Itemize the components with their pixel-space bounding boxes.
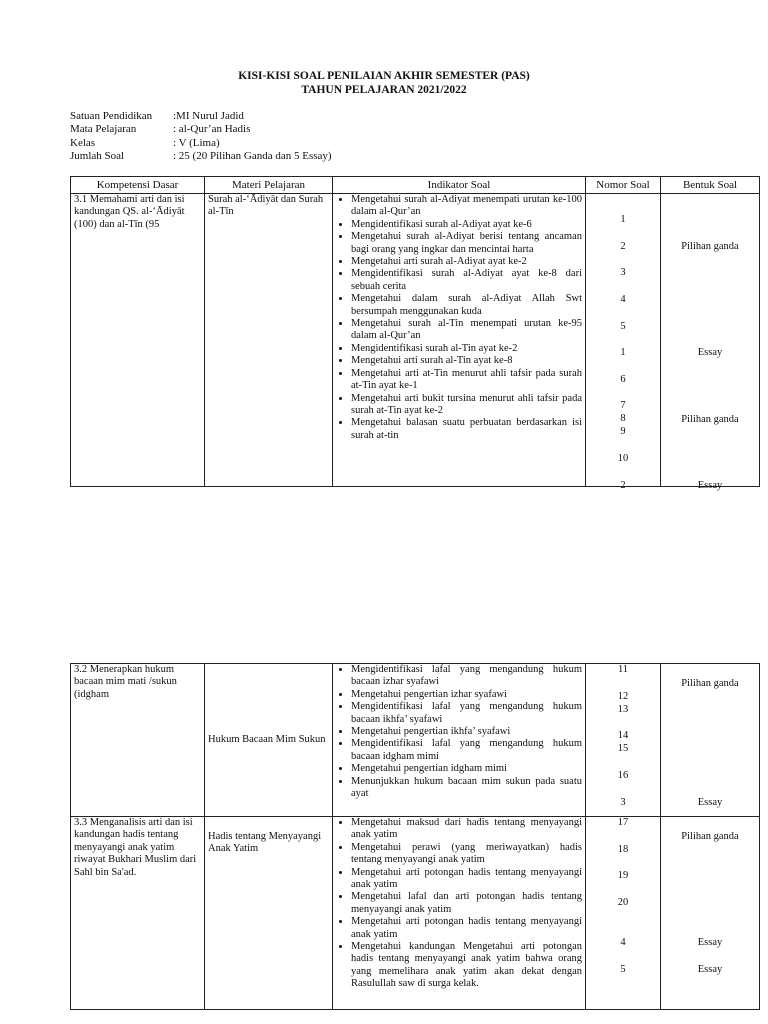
list-item: • Mengetahui arti potongan hadis tentang menyayangi anak yatim <box>351 916 582 941</box>
list-item: • Mengidentifikasi lafal yang mengandung hukum bacaan izhar syafawi <box>351 664 582 689</box>
materi-cell <box>205 817 333 1010</box>
list-item: • Mengidentifikasi surah al-Adiyat ayat ke-8 dari sebuah cerita <box>351 268 582 293</box>
meta-label: Jumlah Soal <box>70 149 125 162</box>
nomor-soal: 4 <box>620 294 626 305</box>
meta-row-jumlah <box>70 150 332 163</box>
bentuk-soal: Pilihan ganda <box>681 831 739 842</box>
nomor-soal: 15 <box>617 743 629 754</box>
indikator-cell <box>333 194 586 487</box>
bentuk-soal: Essay <box>697 347 723 358</box>
header-materi-pelajaran: Materi Pelajaran <box>205 177 333 194</box>
nomor-soal: 5 <box>620 964 626 975</box>
list-item: • Mengetahui arti surah al-Tin ayat ke-8 <box>351 355 582 367</box>
document-title: KISI-KISI SOAL PENILAIAN AKHIR SEMESTER (PAS) <box>238 70 530 82</box>
header-kompetensi-dasar: Kompetensi Dasar <box>71 177 205 194</box>
list-item: • Mengetahui surah al-Adiyat berisi tentang ancaman bagi orang yang ingkar dan mencintai harta <box>351 231 582 256</box>
meta-value: : al-Qur’an Hadis <box>173 123 251 136</box>
nomor-soal: 1 <box>620 214 626 225</box>
list-item: • Mengetahui maksud dari hadis tentang menyayangi anak yatim <box>351 817 582 842</box>
list-item: • Mengetahui pengertian idgham mimi <box>351 763 582 775</box>
table-row <box>71 664 760 817</box>
kd-cell: 3.3 Menganalisis arti dan isi kandungan hadis tentang menyayangi anak yatim riwayat Bukhari Muslim dari Sahl bin Sa'ad. <box>71 817 205 1010</box>
indikator-cell <box>333 664 586 817</box>
nomor-soal: 3 <box>620 267 626 278</box>
list-item: • Mengetahui kandungan Mengetahui arti potongan hadis tentang menyayangi anak yatim bahwa orang yang memelihara anak yatim akan dekat dengan Rasulullah saw di surga kelak. <box>351 941 582 991</box>
meta-row-satuan <box>70 110 332 123</box>
bentuk-soal: Essay <box>697 480 723 491</box>
list-item: • Mengidentifikasi surah al-Adiyat ayat ke-6 <box>351 219 582 231</box>
list-item: • Mengetahui perawi (yang meriwayatkan) hadis tentang menyayangi anak yatim <box>351 842 582 867</box>
meta-value: : 25 (20 Pilihan Ganda dan 5 Essay) <box>173 149 332 162</box>
kd-cell: 3.2 Menerapkan hukum bacaan mim mati /sukun (idgham <box>71 664 205 817</box>
bentuk-soal: Pilihan ganda <box>681 414 739 425</box>
bentuk-soal: Essay <box>697 937 723 948</box>
meta-label: Satuan Pendidikan <box>70 110 153 122</box>
nomor-soal: 19 <box>617 870 629 881</box>
nomor-soal: 1 <box>620 347 626 358</box>
nomor-cell <box>586 817 661 1010</box>
list-item: • Mengidentifikasi lafal yang mengandung hukum bacaan idgham mimi <box>351 738 582 763</box>
nomor-soal: 13 <box>617 704 629 715</box>
nomor-cell <box>586 664 661 817</box>
materi-cell: Surah al-‘Ādiyāt dan Surah al-Tīn <box>205 194 333 487</box>
header-nomor-soal: Nomor Soal <box>586 177 661 194</box>
list-item: • Mengidentifikasi surah al-Tin ayat ke-2 <box>351 343 582 355</box>
table-row <box>71 817 760 1010</box>
nomor-soal: 4 <box>620 937 626 948</box>
nomor-soal: 5 <box>620 321 626 332</box>
indikator-cell <box>333 817 586 1010</box>
nomor-soal: 10 <box>617 453 629 464</box>
nomor-soal: 12 <box>617 691 629 702</box>
bentuk-cell <box>661 817 760 1010</box>
nomor-cell <box>586 194 661 491</box>
nomor-soal: 17 <box>617 817 629 828</box>
nomor-soal: 2 <box>620 480 626 491</box>
materi-text: Hadis tentang Menyayangi Anak Yatim <box>208 831 322 855</box>
meta-value: : V (Lima) <box>173 136 220 149</box>
meta-row-kelas <box>70 137 332 150</box>
bentuk-soal: Essay <box>697 964 723 975</box>
document-subtitle: TAHUN PELAJARAN 2021/2022 <box>301 84 467 96</box>
kisi-kisi-table-part-2 <box>70 663 760 1010</box>
list-item: • Menunjukkan hukum bacaan mim sukun pada suatu ayat <box>351 776 582 801</box>
list-item: • Mengetahui arti potongan hadis tentang menyayangi anak yatim <box>351 867 582 892</box>
list-item: • Mengidentifikasi lafal yang mengandung hukum bacaan ikhfa’ syafawi <box>351 701 582 726</box>
list-item: • Mengetahui lafal dan arti potongan hadis tentang menyayangi anak yatim <box>351 891 582 916</box>
nomor-soal: 18 <box>617 844 629 855</box>
header-indikator-soal: Indikator Soal <box>333 177 586 194</box>
list-item: • Mengetahui dalam surah al-Adiyat Allah Swt bersumpah menggunakan kuda <box>351 293 582 318</box>
nomor-soal: 8 <box>620 413 626 424</box>
nomor-soal: 9 <box>620 426 626 437</box>
list-item: • Mengetahui balasan suatu perbuatan berdasarkan isi surah at-tin <box>351 417 582 442</box>
meta-value: :MI Nurul Jadid <box>173 110 244 122</box>
bentuk-cell <box>661 194 760 491</box>
nomor-soal: 16 <box>617 770 629 781</box>
nomor-soal: 6 <box>620 374 626 385</box>
meta-label: Mata Pelajaran <box>70 123 137 136</box>
bentuk-cell <box>661 664 760 817</box>
list-item: • Mengetahui arti surah al-Adiyat ayat ke-2 <box>351 256 582 268</box>
bentuk-soal: Essay <box>697 797 723 808</box>
nomor-soal: 14 <box>617 730 629 741</box>
list-item: • Mengetahui surah al-Adiyat menempati urutan ke-100 dalam al-Qur’an <box>351 194 582 219</box>
list-item: • Mengetahui arti bukit tursina menurut ahli tafsir pada surah at-Tin ayat ke-2 <box>351 393 582 418</box>
bentuk-soal: Pilihan ganda <box>681 678 739 689</box>
kisi-kisi-table-part-1 <box>70 176 760 491</box>
table-row <box>71 194 760 487</box>
bentuk-soal: Pilihan ganda <box>681 241 739 252</box>
header-bentuk-soal: Bentuk Soal <box>661 177 760 194</box>
table-header-row <box>71 177 760 194</box>
nomor-soal: 11 <box>617 664 629 675</box>
nomor-soal: 7 <box>620 400 626 411</box>
nomor-soal: 3 <box>620 797 626 808</box>
kd-cell: 3.1 Memahami arti dan isi kandungan QS. al-‘Ādiyāt (100) dan al-Tīn (95 <box>71 194 205 487</box>
nomor-soal: 2 <box>620 241 626 252</box>
list-item: • Mengetahui pengertian ikhfa’ syafawi <box>351 726 582 738</box>
materi-cell: Hukum Bacaan Mim Sukun <box>205 664 333 817</box>
meta-row-mapel <box>70 123 332 136</box>
list-item: • Mengetahui arti at-Tin menurut ahli tafsir pada surah at-Tin ayat ke-1 <box>351 368 582 393</box>
identity-block <box>70 110 332 163</box>
meta-label: Kelas <box>70 136 96 149</box>
nomor-soal: 20 <box>617 897 629 908</box>
list-item: • Mengetahui surah al-Tin menempati urutan ke-95 dalam al-Qur’an <box>351 318 582 343</box>
list-item: • Mengetahui pengertian izhar syafawi <box>351 689 582 701</box>
